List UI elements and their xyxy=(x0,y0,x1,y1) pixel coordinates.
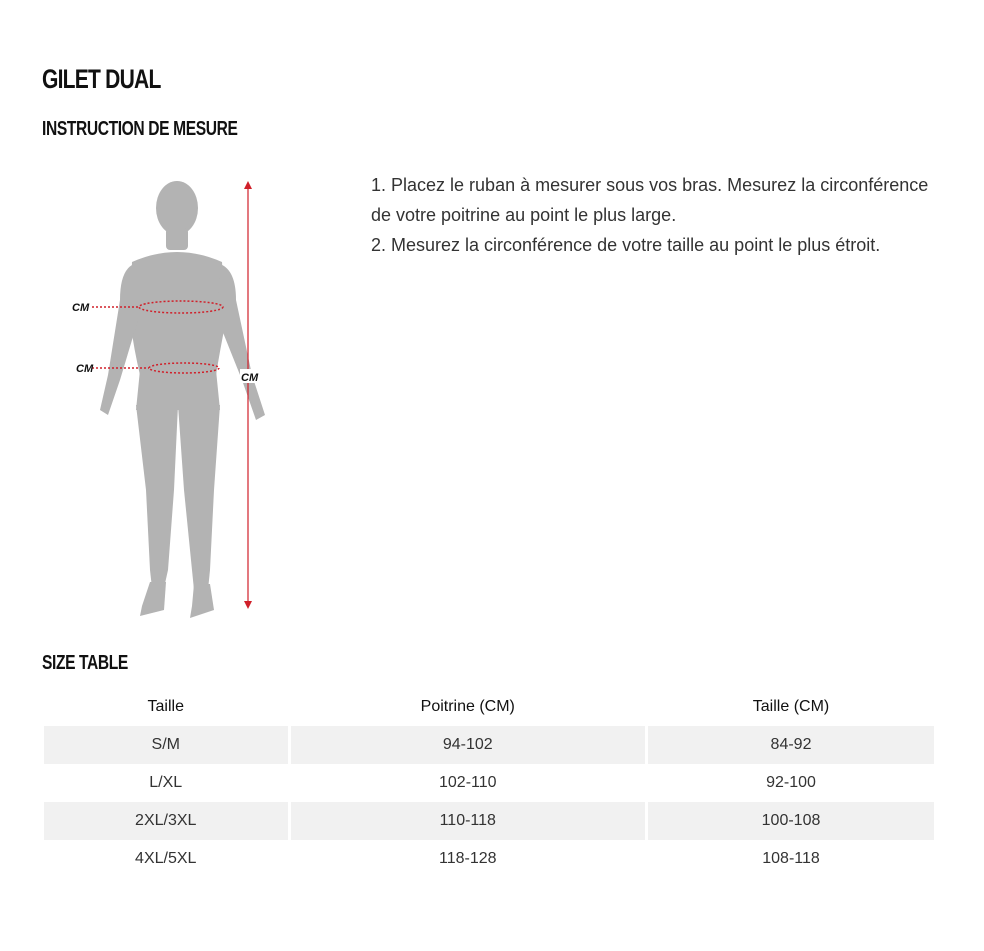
chest-cell: 110-118 xyxy=(291,802,646,840)
measure-instructions xyxy=(371,170,951,260)
instruction-step-1: 1. Placez le ruban à mesurer sous vos bras. Mesurez la circonférence de votre poitrine au point le plus large. xyxy=(371,175,929,225)
column-header-waist: Taille (CM) xyxy=(752,698,830,715)
page-title: GILET DUAL xyxy=(42,64,161,94)
table-row xyxy=(44,840,934,878)
waist-cell: 100-108 xyxy=(648,802,934,840)
column-header-size: Taille xyxy=(147,698,184,715)
table-row xyxy=(44,764,934,802)
instruction-step-2: 2. Mesurez la circonférence de votre taille au point le plus étroit. xyxy=(371,235,881,255)
size-table xyxy=(41,688,937,878)
chest-cell: 94-102 xyxy=(291,726,646,764)
waist-cm-label: CM xyxy=(76,363,94,375)
chest-cell: 118-128 xyxy=(439,850,497,867)
size-cell: L/XL xyxy=(149,774,183,791)
size-table-heading: SIZE TABLE xyxy=(42,652,128,674)
table-row xyxy=(44,726,934,764)
table-row xyxy=(44,802,934,840)
measure-instruction-heading: INSTRUCTION DE MESURE xyxy=(42,118,238,140)
chest-cell: 102-110 xyxy=(439,774,497,791)
body-measurement-figure xyxy=(60,170,310,630)
size-cell: 4XL/5XL xyxy=(135,850,197,867)
table-header-row xyxy=(44,688,934,726)
waist-cell: 108-118 xyxy=(762,850,820,867)
size-cell: 2XL/3XL xyxy=(44,802,288,840)
size-cell: S/M xyxy=(44,726,288,764)
height-cm-label: CM xyxy=(241,372,259,384)
chest-cm-label: CM xyxy=(72,302,90,314)
column-header-chest: Poitrine (CM) xyxy=(420,698,515,715)
waist-cell: 84-92 xyxy=(648,726,934,764)
waist-cell: 92-100 xyxy=(766,774,816,791)
